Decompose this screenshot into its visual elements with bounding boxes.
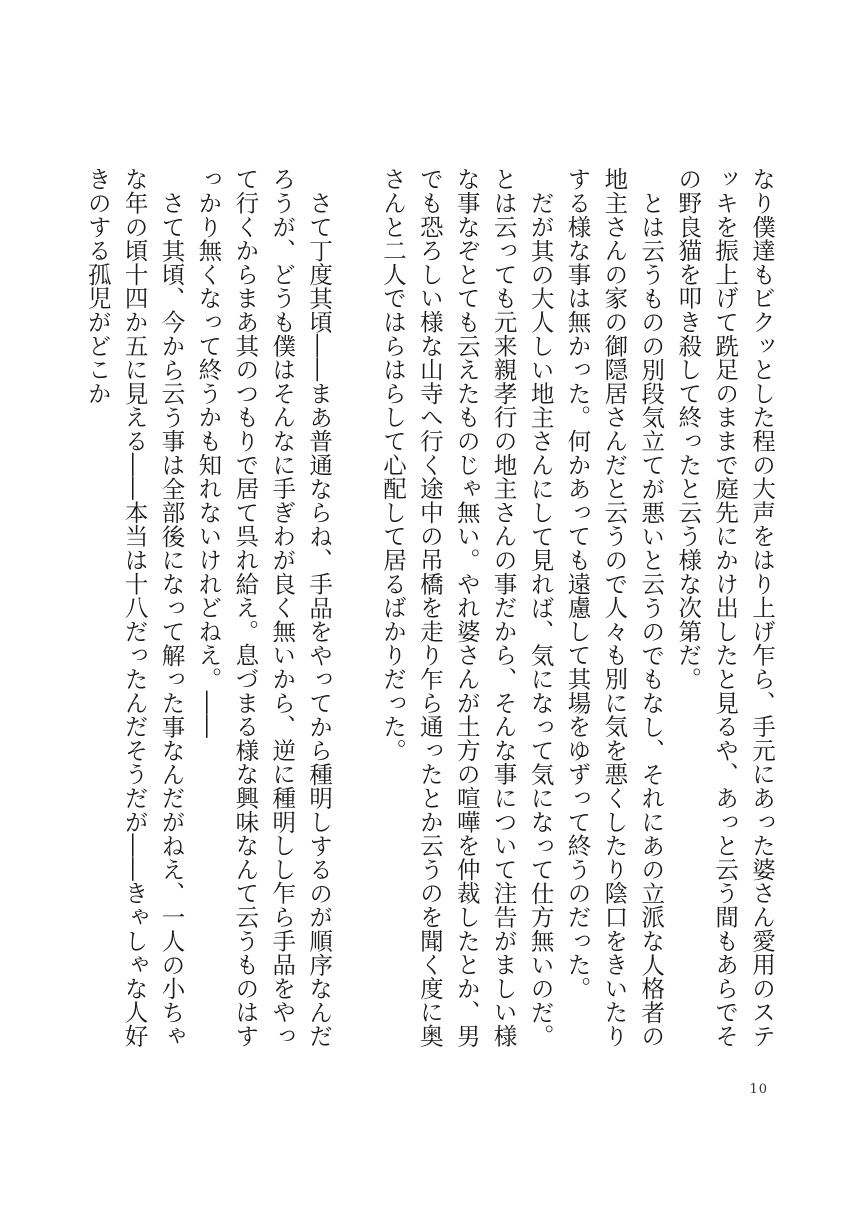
paragraph-2: とは云うものの別段気立てが悪いと云うのでもなし、それにあの立派な人格者の地主さんの家の御隠居さんだと云うので人々も別に気を悪くしたり陰口をきいたりする様な事は無かった。何かあっても遠慮して其場をゆずって終うのだった。 xyxy=(563,167,666,1048)
vertical-body-text xyxy=(60,167,780,1067)
page-number: 10 xyxy=(749,1082,768,1097)
paragraph-3: だが其の大人しい地主さんにして見れば、気になって気になって仕方無いのだ。とは云っても元来親孝行の地主さんの事だから、そんな事について注告がましい様な事なぞとても云えたものじゃ無い。やれ婆さんが土方の喧嘩を仲裁したとか、男でも恐ろしい様な山寺へ行く途中の吊橋を走り乍ら通ったとか云うのを聞く度に奥さんと二人ではらはらして心配して居るばかりだった。 xyxy=(378,167,555,1048)
blank-line xyxy=(337,167,374,1067)
paragraph-5: さて其頃、今から云う事は全部後になって解った事なんだがねえ、一人の小ちゃな年の頃十四か五に見える――本当は十八だったんだそうだが――きゃしゃな人好きのする孤児がどこか xyxy=(83,167,186,1048)
paragraph-1: なり僕達もビクッとした程の大声をはり上げ乍ら、手元にあった婆さん愛用のステッキを振上げて跣足のままで庭先にかけ出したと見るや、あっと云う間もあらでその野良猫を叩き殺して終ったと云う様な次第だ。 xyxy=(674,167,776,1048)
paragraph-4: さて丁度其頃――まあ普通ならね、手品をやってから種明しするのが順序なんだろうが、どうも僕はそんなに手ぎわが良く無いから、逆に種明しし乍ら手品をやって行くからまあ其のつもりで居て呉れ給え。息づまる様な興味なんて云うものはすっかり無くなって終うかも知れないけれどねえ。―― xyxy=(194,167,334,1048)
